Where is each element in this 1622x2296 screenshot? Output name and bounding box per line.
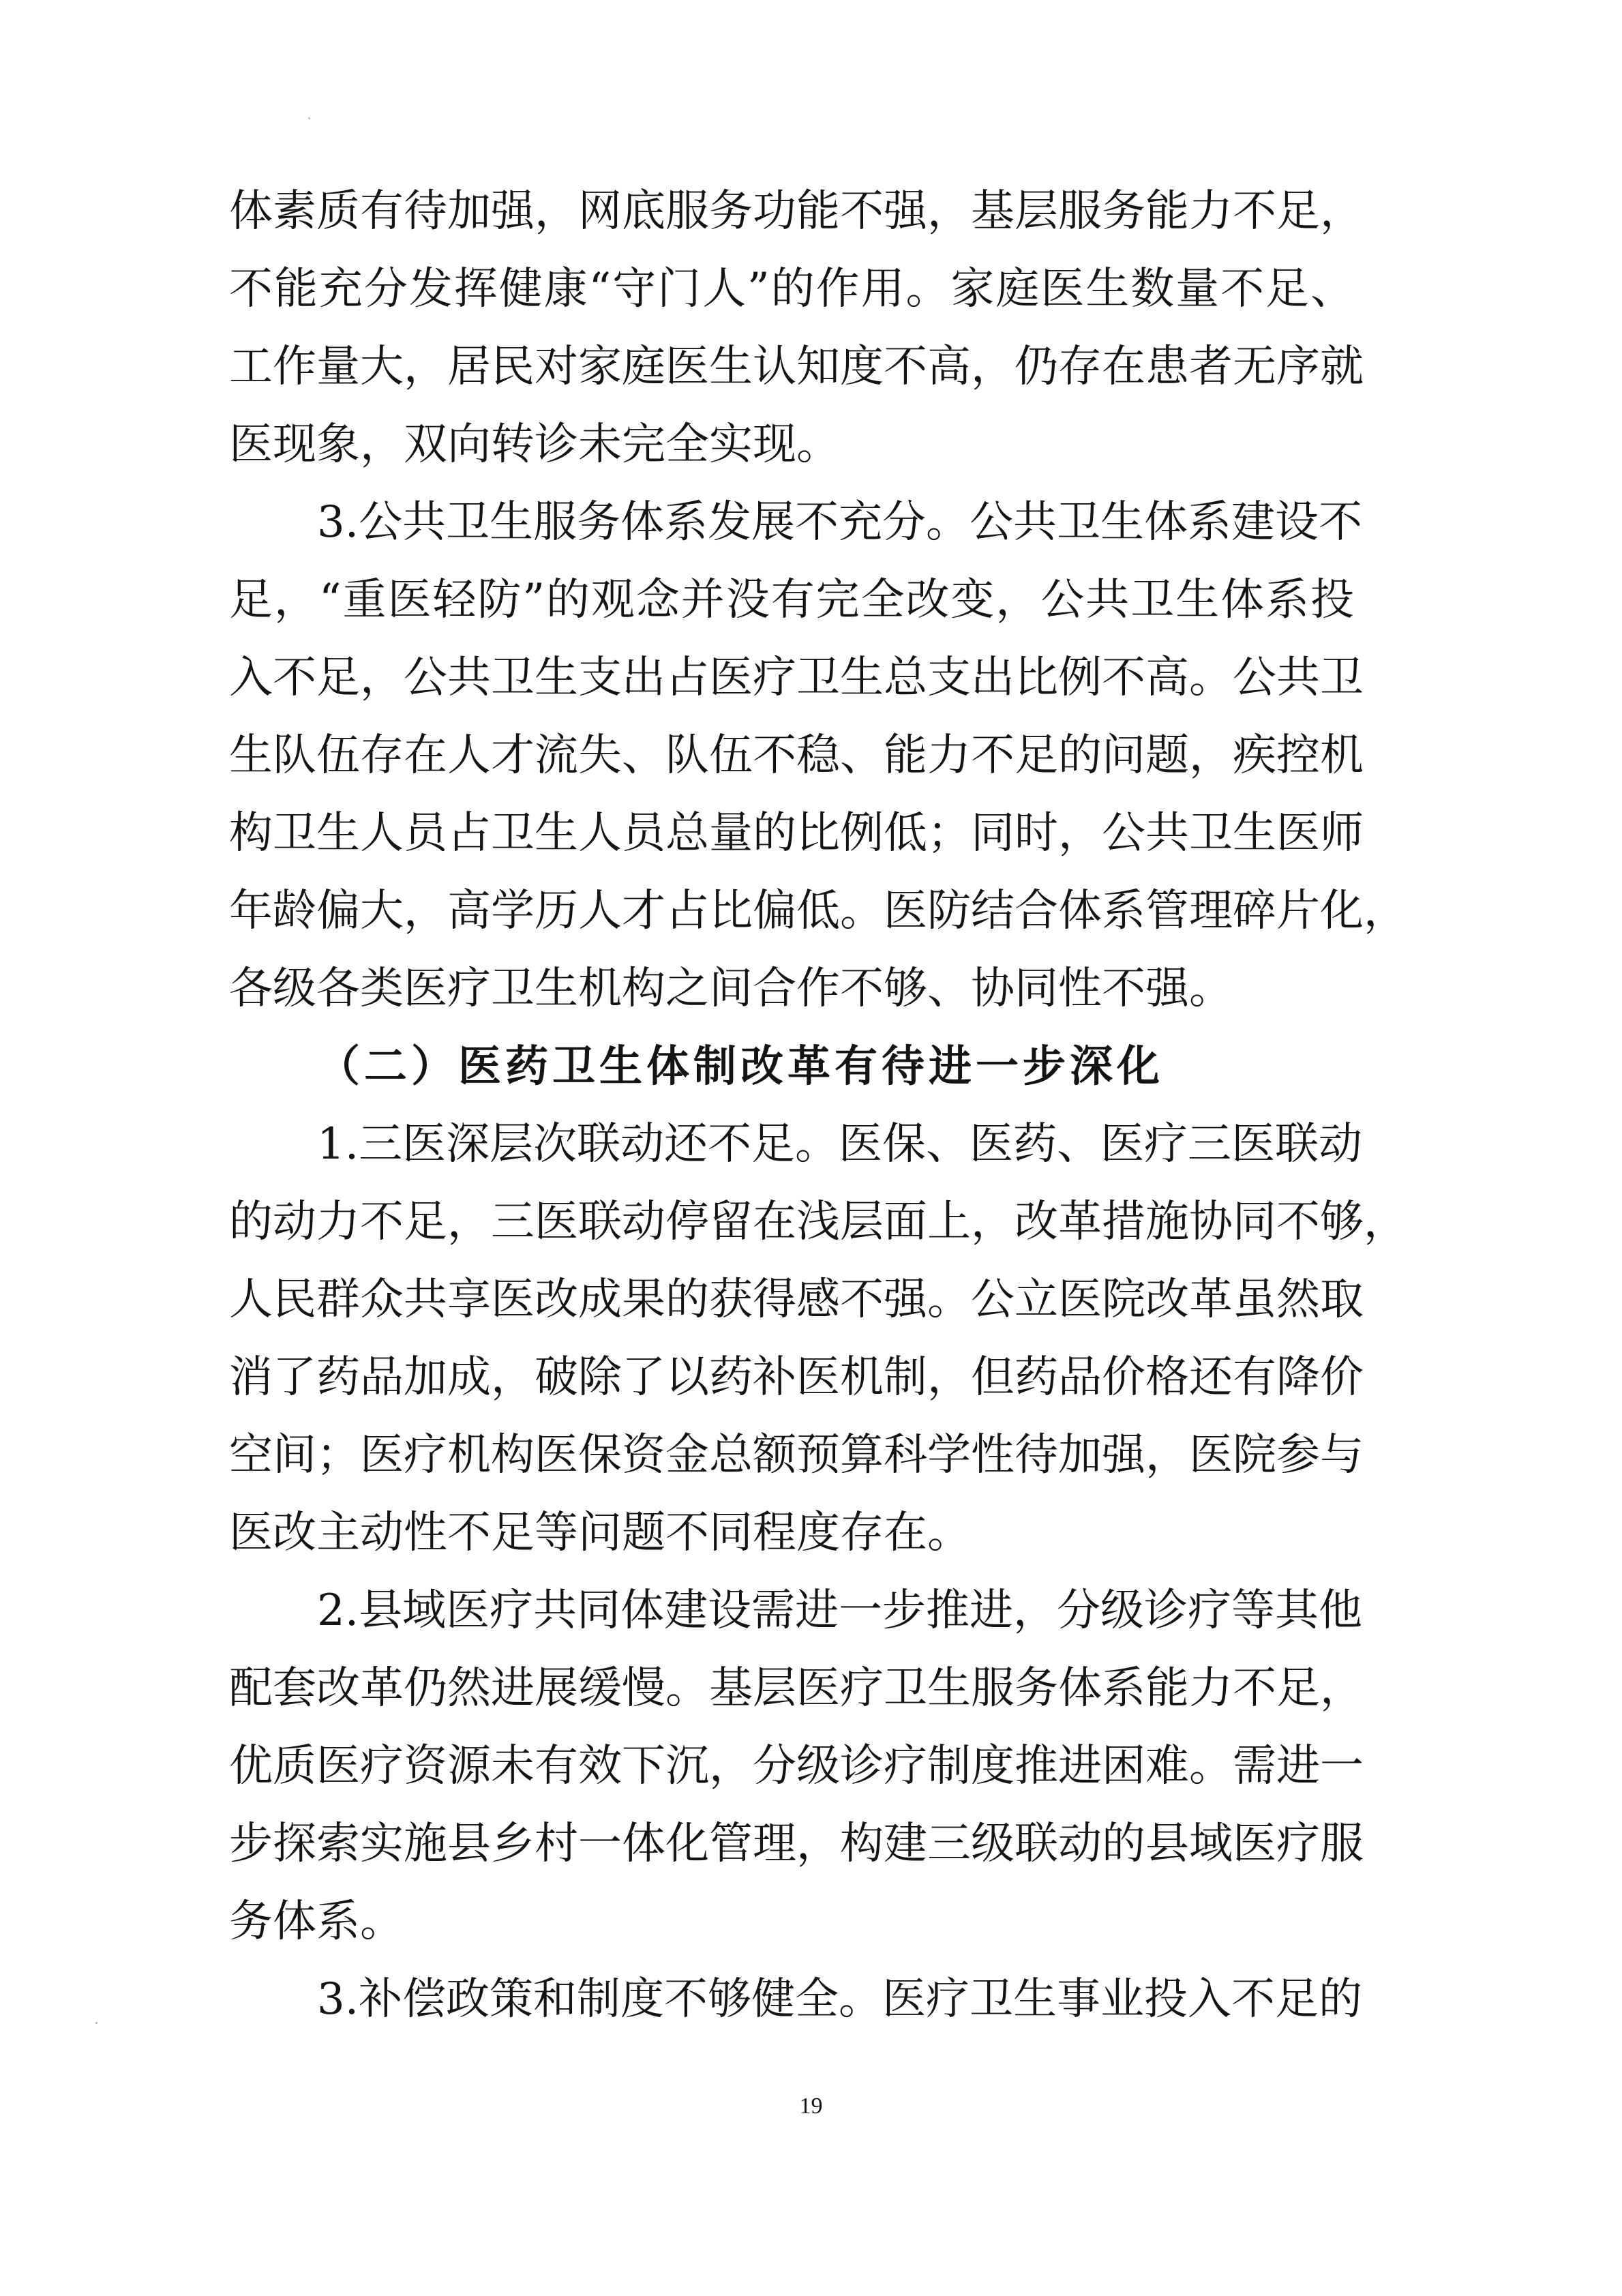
body-text-line: 配套改革仍然进展缓慢。基层医疗卫生服务体系能力不足， — [229, 1663, 1364, 1714]
body-text-line: 工作量大，居民对家庭医生认知度不高，仍存在患者无序就 — [229, 342, 1364, 392]
body-text-line: 人民群众共享医改成果的获得感不强。公立医院改革虽然取 — [229, 1274, 1364, 1325]
body-text-line: 不能充分发挥健康“守门人”的作用。家庭医生数量不足、 — [229, 264, 1354, 314]
body-text-line: 务体系。 — [229, 1896, 404, 1947]
paragraph-first-line: 1.三医深层次联动还不足。医保、医药、医疗三医联动 — [317, 1119, 1363, 1169]
section-heading: （二）医药卫生体制改革有待进一步深化 — [317, 1041, 1164, 1091]
body-text-line: 体素质有待加强，网底服务功能不强，基层服务能力不足， — [229, 186, 1364, 237]
scan-speck — [308, 117, 310, 119]
body-text-line: 各级各类医疗卫生机构之间合作不够、协同性不强。 — [229, 964, 1233, 1014]
body-text-line: 构卫生人员占卫生人员总量的比例低；同时，公共卫生医师 — [229, 808, 1364, 859]
page-number: 19 — [799, 2093, 823, 2119]
body-text-line: 入不足，公共卫生支出占医疗卫生总支出比例不高。公共卫 — [229, 653, 1364, 703]
body-text-line: 生队伍存在人才流失、队伍不稳、能力不足的问题，疾控机 — [229, 730, 1364, 781]
body-text-line: 年龄偏大，高学历人才占比偏低。医防结合体系管理碎片化， — [229, 886, 1407, 936]
body-text-line: 空间；医疗机构医保资金总额预算科学性待加强，医院参与 — [229, 1430, 1364, 1480]
body-text-line: 步探索实施县乡村一体化管理，构建三级联动的县域医疗服 — [229, 1819, 1364, 1869]
body-text-line: 消了药品加成，破除了以药补医机制，但药品价格还有降价 — [229, 1352, 1364, 1403]
scan-speck — [95, 2022, 97, 2024]
body-text-line: 医改主动性不足等问题不同程度存在。 — [229, 1508, 971, 1558]
paragraph-first-line: 2.县域医疗共同体建设需进一步推进，分级诊疗等其他 — [317, 1585, 1363, 1636]
body-text-line: 的动力不足，三医联动停留在浅层面上，改革措施协同不够， — [229, 1197, 1407, 1247]
body-text-line: 优质医疗资源未有效下沉，分级诊疗制度推进困难。需进一 — [229, 1741, 1364, 1791]
body-text-line: 足，“重医轻防”的观念并没有完全改变，公共卫生体系投 — [229, 575, 1354, 625]
body-text-line: 医现象，双向转诊未完全实现。 — [229, 419, 840, 470]
paragraph-first-line: 3.补偿政策和制度不够健全。医疗卫生事业投入不足的 — [317, 1974, 1363, 2025]
paragraph-first-line: 3.公共卫生服务体系发展不充分。公共卫生体系建设不 — [317, 497, 1363, 548]
